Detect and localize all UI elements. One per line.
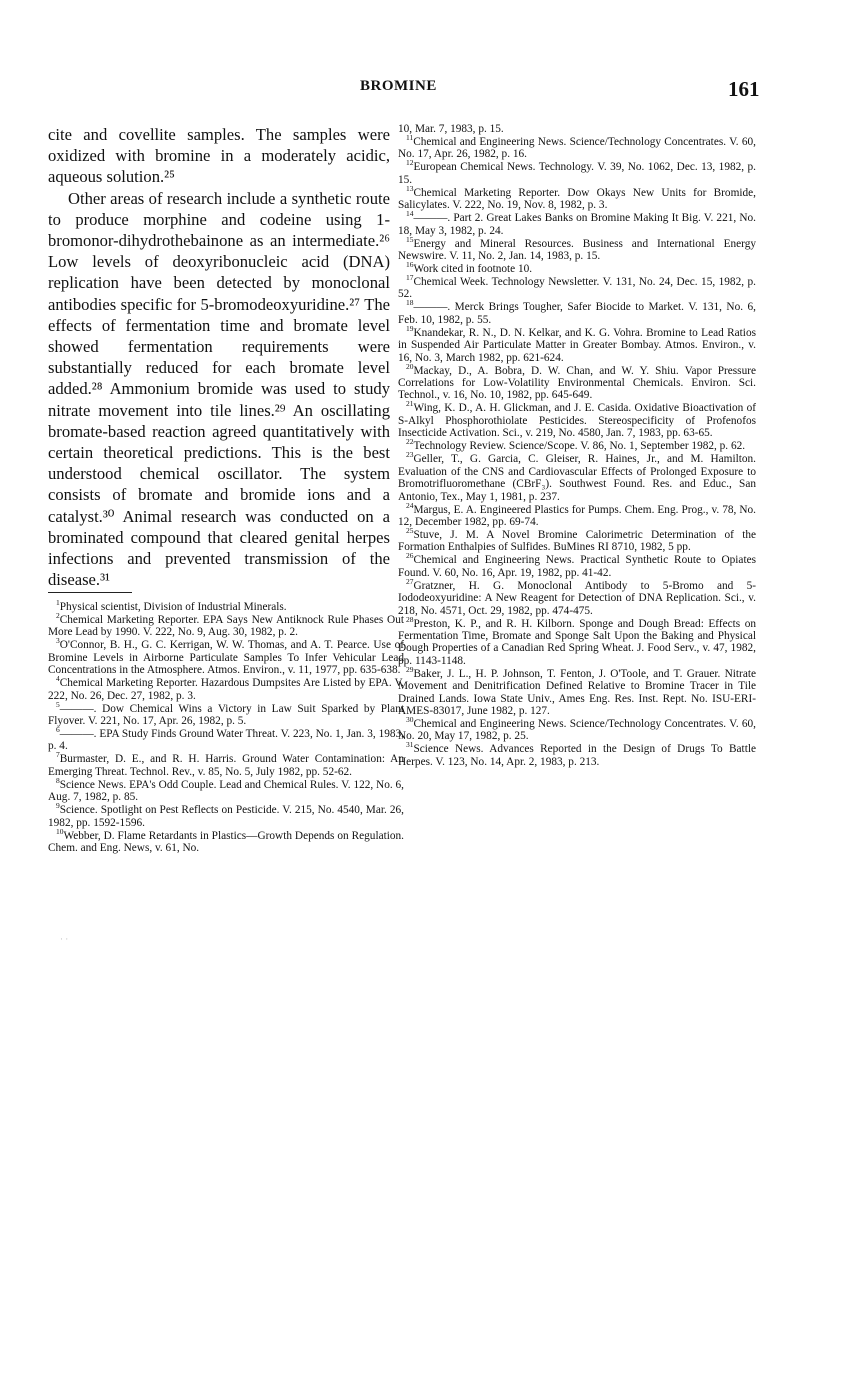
footnote-number: 18 (406, 298, 414, 308)
footnote-number: 6 (56, 725, 60, 735)
footnote-10-continuation: 10, Mar. 7, 1983, p. 15. (398, 123, 504, 135)
footnote-number: 9 (56, 801, 60, 811)
footnote-number: 26 (406, 551, 414, 561)
footnote-25 (398, 526, 756, 554)
footnote-number: 21 (406, 399, 414, 409)
footnote-28 (398, 614, 756, 668)
footnote-number: 7 (56, 750, 60, 760)
footnote-number: 1 (56, 598, 60, 608)
footnote-10 (48, 826, 404, 855)
footnote-text: Energy and Mineral Resources. Business and International Energy Newswire. V. 11, No. 2, Jan. 14, 1983, p. 15. (398, 237, 756, 263)
footnote-20 (398, 361, 756, 402)
footnote-text: ———. Part 2. Great Lakes Banks on Bromine Making It Big. V. 221, No. 18, May 3, 1982, p. 24. (398, 212, 756, 237)
footnote-text: Chemical Marketing Reporter. EPA Says New Antiknock Rule Phases Out More Lead by 1990. V. 222, No. 9, Aug. 30, 1982, p. 2. (48, 614, 404, 639)
footnote-text: Chemical and Engineering News. Practical Synthetic Route to Opiates Found. V. 60, No. 16, Apr. 19, 1982, pp. 41-42. (398, 554, 756, 579)
footnote-4 (48, 674, 404, 702)
body-paragraph-2: Other areas of research include a synthetic route to produce morphine and codeine using 1-bromonor-dihydrothebainone as an intermediate.²⁶ Low levels of deoxyribonucleic acid (DNA) replication have been detected by monoclonal antibodies specific for 5-bromodeoxyuridine.²⁷ The effects of fermentation time and bromate level showed fermentation requirements were substantially reduced for each bromate level added.²⁸ Ammonium bromide was used to study nitrate movement into tile lines.²⁹ An oscillating bromate-based reaction agreed quantitatively with certain theoretical predictions. This is the best understood chemical oscillator. The system consists of bromate and bromide ions and a catalyst.³⁰ Animal research was conducted on a brominated compound that cleared genital herpes infections and prevented transmission of the disease.³¹ (48, 188, 390, 590)
footnote-17 (398, 273, 756, 301)
footnote-text: Chemical Week. Technology Newsletter. V. 131, No. 24, Dec. 15, 1982, p. 52. (398, 276, 756, 301)
footnote-number: 24 (406, 500, 414, 510)
footnote-number: 30 (406, 715, 414, 725)
footnote-text: Chemical Marketing Reporter. Dow Okays New Units for Bromide, Salicylates. V. 222, No. 19, Nov. 8, 1982, p. 3. (398, 186, 756, 212)
footnote-text: Baker, J. L., H. P. Johnson, T. Fenton, J. O'Toole, and T. Grauer. Nitrate Movement and Denitrification Defined Relative to Bromine Tracer in Tile Drained Lands. Iowa State Univ., Ames Eng. Res. Inst. Rept. No. ISU-ERI-AMES-83017, June 1982, p. 127. (398, 667, 756, 717)
footnote-14 (398, 209, 756, 237)
footnote-19 (398, 324, 756, 364)
footnote-number: 29 (406, 664, 414, 674)
footnote-11 (398, 133, 756, 161)
footnote-22 (398, 437, 756, 453)
footnote-text: ———. Dow Chemical Wins a Victory in Law Suit Sparked by Plant Flyover. V. 221, No. 17, Apr. 26, 1982, p. 5. (48, 702, 404, 728)
footnotes-left-column (48, 598, 404, 855)
footnote-text: ———. Merck Brings Tougher, Safer Biocide to Market. V. 131, No. 6, Feb. 10, 1982, p. 55. (398, 301, 756, 326)
footnote-text: Preston, K. P., and R. H. Kilborn. Sponge and Dough Bread: Effects on Fermentation Time, Bromate and Sponge Salt Upon the Baking and Physical Dough Properties of a Canadian Red Spring Wheat. J. Food Serv., v. 47, 1982, pp. 1143-1148. (398, 617, 756, 667)
footnote-text: Mackay, D., A. Bobra, D. W. Chan, and W. Y. Shiu. Vapor Pressure Correlations for Low-Volatility Environmental Chemicals. Environ. Sci. Technol., v. 16, No. 10, 1982, pp. 645-649. (398, 364, 756, 402)
footnote-text: ———. EPA Study Finds Ground Water Threat. V. 223, No. 1, Jan. 3, 1983, p. 4. (48, 728, 404, 753)
footnote-number: 12 (406, 158, 414, 168)
footnote-8 (48, 776, 404, 804)
footnote-5 (48, 699, 404, 728)
footnote-2 (48, 611, 404, 639)
footnote-number: 5 (56, 699, 60, 709)
footnote-text: Burmaster, D. E., and R. H. Harris. Ground Water Contamination: An Emerging Threat. Technol. Rev., v. 85, No. 5, July 1982, pp. 52-62. (48, 753, 404, 778)
footnote-3 (48, 636, 404, 677)
footnote-number: 17 (406, 273, 414, 283)
footnote-27 (398, 576, 756, 617)
footnote-1 (48, 598, 404, 613)
footnote-number: 15 (406, 234, 414, 244)
footnote-7 (48, 750, 404, 778)
footnote-text: Chemical and Engineering News. Science/Technology Concentrates. V. 60, No. 17, Apr. 26, 1982, p. 16. (398, 136, 756, 161)
footnote-21 (398, 399, 756, 440)
footnote-number: 25 (406, 526, 414, 536)
footnote-text: European Chemical News. Technology. V. 39, No. 1062, Dec. 13, 1982, p. 15. (398, 161, 756, 186)
footnote-9 (48, 801, 404, 829)
footnote-29 (398, 664, 756, 718)
footnote-16 (398, 260, 756, 276)
scan-mark: · · (60, 934, 69, 944)
footnote-number: 20 (406, 361, 414, 371)
footnote-number: 13 (406, 184, 414, 194)
footnote-number: 22 (406, 437, 414, 447)
footnote-text: Wing, K. D., A. H. Glickman, and J. E. Casida. Oxidative Bioactivation of S-Alkyl Phosphorothiolate Pesticides. Stereospecificity of Profenofos Insecticide Activation. Sci., v. 219, No. 4580, Jan. 7, 1983, pp. 63-65. (398, 402, 756, 440)
footnote-number: 2 (56, 611, 60, 621)
page-number: 161 (728, 77, 760, 101)
footnote-text: Chemical Marketing Reporter. Hazardous Dumpsites Are Listed by EPA. V. 222, No. 26, Dec. 27, 1982, p. 3. (48, 677, 404, 702)
footnote-number: 28 (406, 614, 414, 624)
footnote-text: Science. Spotlight on Pest Reflects on Pesticide. V. 215, No. 4540, Mar. 26, 1982, pp. 1592-1596. (48, 804, 404, 829)
footnote-text: Work cited in footnote 10. (413, 263, 533, 276)
footnote-text: Geller, T., G. Garcia, C. Gleiser, R. Haines, Jr., and M. Hamilton. Evaluation of the CNS and Cardiovascular Effects of Prolonged Exposure to Bromotrifluoromethane (CBrF₃). Southwest Found. Res. and Educ., San Antonio, Tex., May 1, 1981, p. 237. (398, 453, 756, 503)
footnote-text: O'Connor, B. H., G. C. Kerrigan, W. W. Thomas, and A. T. Pearce. Use of Bromine Levels in Airborne Particulate Samples To Infer Vehicular Lead Concentrations in the Atmosphere. Atmos. Environ., v. 11, 1977, pp. 635-638. (48, 639, 404, 677)
footnote-number: 14 (406, 209, 414, 219)
footnote-number: 4 (56, 674, 60, 684)
footnote-number: 16 (406, 260, 414, 270)
footnote-26 (398, 551, 756, 579)
footnote-text: Knandekar, R. N., D. N. Kelkar, and K. G. Vohra. Bromine to Lead Ratios in Suspended Air Particulate Matter in Greater Bombay. Atmos. Environ., v. 16, No. 3, March 1982, pp. 621-624. (398, 326, 756, 364)
footnote-text: Gratzner, H. G. Monoclonal Antibody to 5-Bromo and 5- Iododeoxyuridine: A New Reagent for Detection of DNA Replication. Sci., v. 218, No. 4571, Oct. 29, 1982, pp. 474-475. (398, 579, 756, 617)
body-paragraph-1: cite and covellite samples. The samples were oxidized with bromine in a moderately acidic, aqueous solution.²⁵ (48, 125, 390, 187)
footnote-number: 8 (56, 776, 60, 786)
footnote-text: Technology Review. Science/Scope. V. 86, No. 1, September 1982, p. 62. (413, 440, 746, 453)
footnote-number: 10 (56, 826, 64, 836)
footnote-number: 3 (56, 636, 60, 646)
footnotes-right-column (398, 123, 756, 769)
footnote-text: Margus, E. A. Engineered Plastics for Pumps. Chem. Eng. Prog., v. 78, No. 12, December 1982, pp. 69-74. (398, 503, 756, 528)
footnote-number: 11 (406, 133, 414, 143)
footnote-31 (398, 740, 756, 768)
running-header: BROMINE (360, 78, 437, 94)
footnote-number: 31 (406, 740, 414, 750)
footnote-text: Physical scientist, Division of Industrial Minerals. (59, 601, 287, 613)
footnote-number: 19 (406, 324, 414, 334)
footnote-text: Chemical and Engineering News. Science/Technology Concentrates. V. 60, No. 20, May 17, 1982, p. 25. (398, 717, 756, 743)
footnote-6 (48, 725, 404, 753)
footnote-30 (398, 715, 756, 743)
footnote-15 (398, 234, 756, 263)
footnote-number: 23 (406, 450, 414, 460)
footnote-text: Webber, D. Flame Retardants in Plastics—Growth Depends on Regulation. Chem. and Eng. News, v. 61, No. (48, 829, 404, 855)
footnote-text: Science News. Advances Reported in the Design of Drugs To Battle Herpes. V. 123, No. 14, Apr. 2, 1983, p. 213. (398, 743, 756, 768)
footnote-divider (48, 592, 132, 593)
body-text-column (48, 124, 390, 590)
footnote-text: Stuve, J. M. A Novel Bromine Calorimetric Determination of the Formation Enthalpies of Sulfides. BuMines RI 8710, 1982, 5 pp. (398, 528, 756, 554)
footnote-18 (398, 298, 756, 326)
footnote-24 (398, 500, 756, 529)
footnote-text: Science News. EPA's Odd Couple. Lead and Chemical Rules. V. 122, No. 6, Aug. 7, 1982, p. 85. (48, 778, 404, 804)
footnote-13 (398, 184, 756, 212)
footnote-12 (398, 158, 756, 186)
footnote-23 (398, 450, 756, 503)
footnote-number: 27 (406, 576, 414, 586)
